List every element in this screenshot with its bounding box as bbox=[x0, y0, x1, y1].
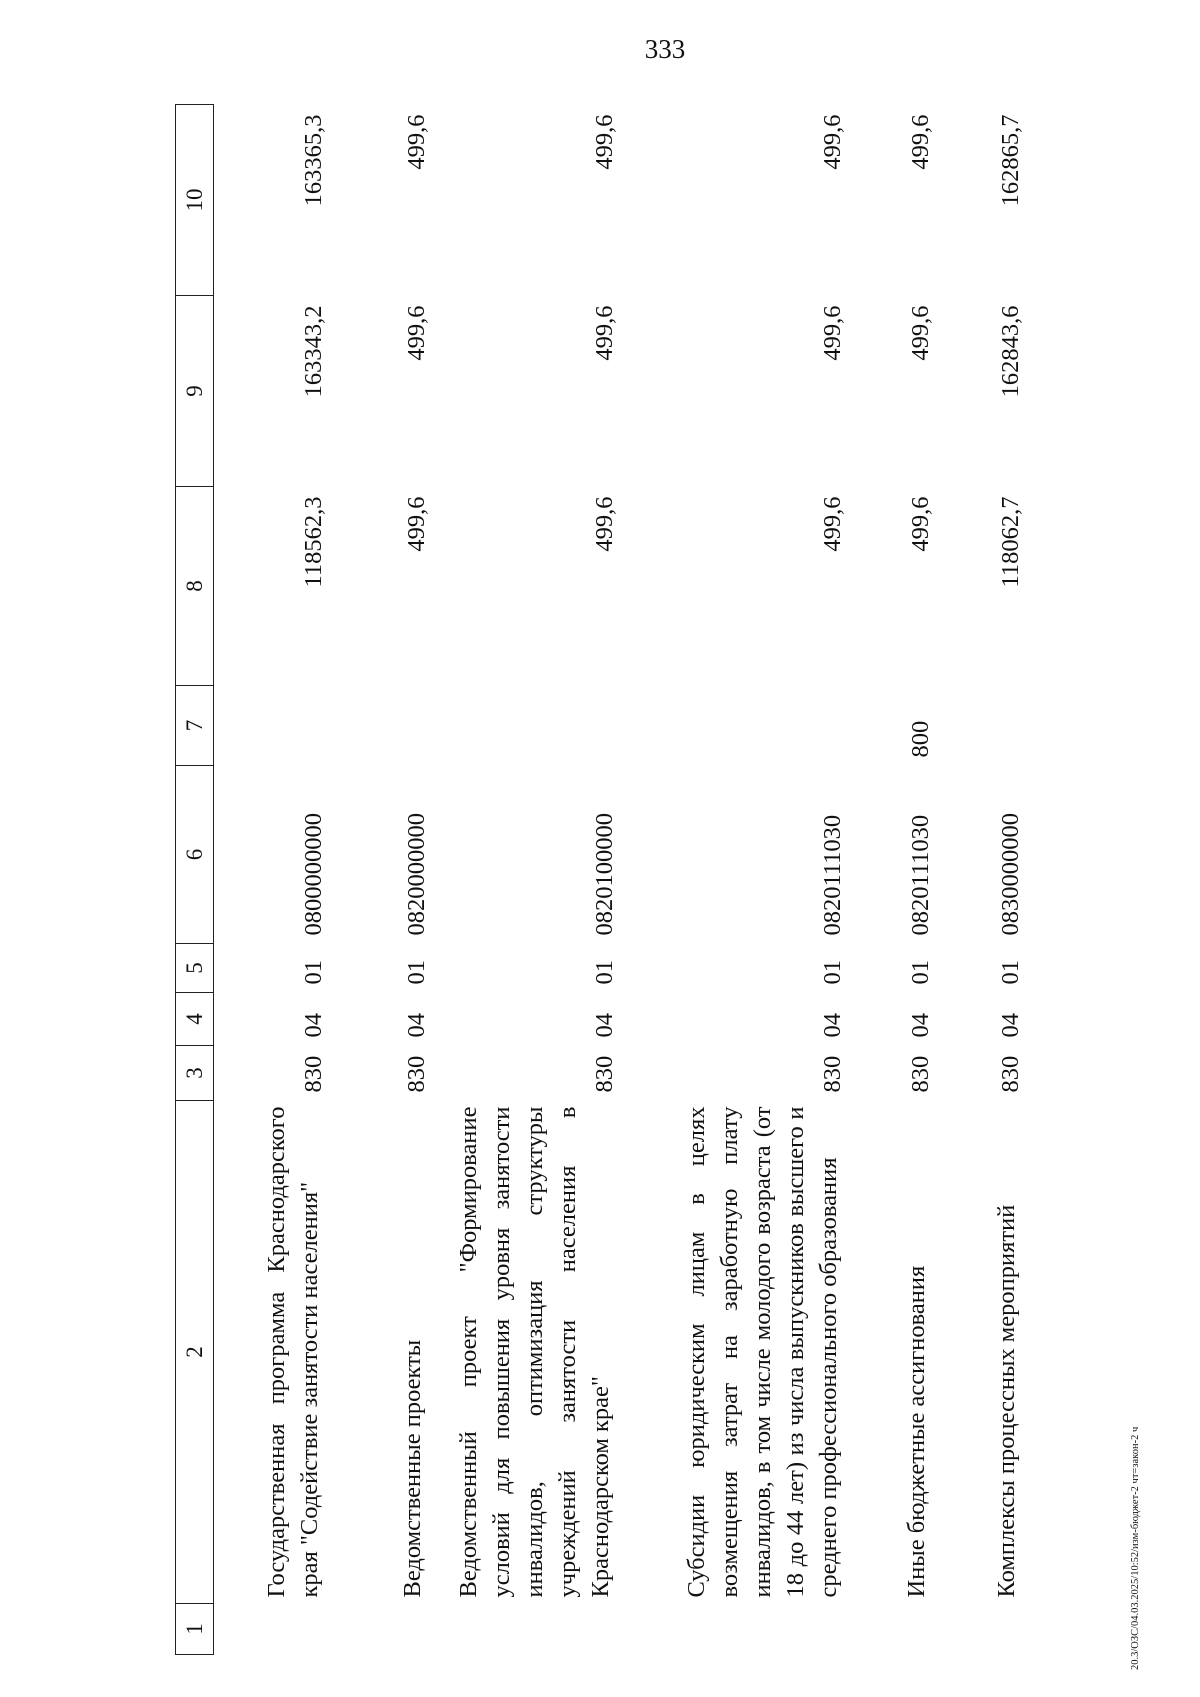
rotated-table-area bbox=[175, 105, 1065, 1655]
subsection-code: 01 bbox=[819, 960, 846, 985]
section-code: 04 bbox=[907, 1013, 934, 1038]
table-header-row bbox=[176, 105, 214, 1655]
row-number-cell bbox=[937, 1604, 1027, 1655]
amount-col10: 163365,3 bbox=[300, 114, 327, 207]
subsection-code: 01 bbox=[997, 960, 1024, 985]
admin-code: 830 bbox=[403, 1055, 430, 1093]
amount-col8: 499,6 bbox=[591, 496, 618, 552]
target-article-code: 0820100000 bbox=[591, 813, 618, 936]
table-row bbox=[849, 105, 937, 1655]
row-name: Иные бюджетные ассигнования bbox=[903, 1265, 930, 1598]
amount-col9: 499,6 bbox=[907, 305, 934, 361]
admin-code: 830 bbox=[907, 1055, 934, 1093]
column-header: 9 bbox=[176, 296, 214, 487]
table-row bbox=[330, 105, 433, 1655]
column-header: 4 bbox=[176, 993, 214, 1046]
budget-table bbox=[175, 104, 1027, 1655]
subsection-code: 01 bbox=[300, 960, 327, 985]
table-row bbox=[433, 105, 621, 1655]
column-header: 6 bbox=[176, 766, 214, 944]
row-number-cell bbox=[214, 1604, 331, 1655]
expense-type-code bbox=[214, 686, 331, 766]
row-number-cell bbox=[433, 1604, 621, 1655]
amount-col9: 162843,6 bbox=[997, 305, 1024, 398]
subsection-code: 01 bbox=[403, 960, 430, 985]
page-number: 333 bbox=[644, 34, 686, 64]
column-header: 10 bbox=[176, 105, 214, 296]
row-number-cell bbox=[330, 1604, 433, 1655]
target-article-code: 0820111030 bbox=[907, 814, 934, 936]
subsection-code: 01 bbox=[591, 960, 618, 985]
amount-col10: 499,6 bbox=[819, 114, 846, 170]
row-name: Ведомственные проекты bbox=[399, 1339, 426, 1598]
column-header: 5 bbox=[176, 944, 214, 993]
column-header: 8 bbox=[176, 487, 214, 686]
target-article-code: 0820111030 bbox=[819, 814, 846, 936]
admin-code: 830 bbox=[819, 1055, 846, 1093]
table-row bbox=[621, 105, 849, 1655]
column-header: 2 bbox=[176, 1101, 214, 1604]
amount-col8: 118562,3 bbox=[300, 496, 327, 588]
document-footer-code: 20.3/ОЗС/04.03.2025/10:52/изм-бюджет-2 чт=закон-2 ч bbox=[1130, 1426, 1141, 1670]
target-article-code: 0800000000 bbox=[300, 813, 327, 936]
subsection-code: 01 bbox=[907, 960, 934, 985]
amount-col10: 499,6 bbox=[591, 114, 618, 170]
section-code: 04 bbox=[819, 1013, 846, 1038]
target-article-code: 0830000000 bbox=[997, 813, 1024, 936]
admin-code: 830 bbox=[591, 1055, 618, 1093]
amount-col8: 499,6 bbox=[819, 496, 846, 552]
column-header: 3 bbox=[176, 1046, 214, 1101]
admin-code: 830 bbox=[997, 1055, 1024, 1093]
expense-type-code bbox=[937, 686, 1027, 766]
column-header: 1 bbox=[176, 1604, 214, 1655]
amount-col8: 118062,7 bbox=[997, 496, 1024, 588]
amount-col10: 162865,7 bbox=[997, 114, 1024, 207]
row-name: Комплексы процессных мероприятий bbox=[993, 1204, 1020, 1598]
expense-type-code bbox=[433, 686, 621, 766]
amount-col8: 499,6 bbox=[403, 496, 430, 552]
amount-col8: 499,6 bbox=[907, 496, 934, 552]
table-row bbox=[937, 105, 1027, 1655]
row-number-cell bbox=[621, 1604, 849, 1655]
section-code: 04 bbox=[300, 1013, 327, 1038]
amount-col9: 499,6 bbox=[403, 305, 430, 361]
target-article-code: 0820000000 bbox=[403, 813, 430, 936]
expense-type-code: 800 bbox=[907, 720, 934, 758]
row-name: Государственная программа Краснодарского края "Содействие занятости населения" bbox=[263, 1106, 323, 1598]
amount-col9: 499,6 bbox=[591, 305, 618, 361]
expense-type-code bbox=[330, 686, 433, 766]
expense-type-code bbox=[621, 686, 849, 766]
amount-col9: 163343,2 bbox=[300, 305, 327, 398]
amount-col9: 499,6 bbox=[819, 305, 846, 361]
row-number-cell bbox=[849, 1604, 937, 1655]
section-code: 04 bbox=[403, 1013, 430, 1038]
section-code: 04 bbox=[997, 1013, 1024, 1038]
row-name: Субсидии юридическим лицам в целях возмещения затрат на заработную плату инвалидов, в том числе молодого возраста (от 18 до 44 лет) из числа выпускников высшего и среднего профессионального образования bbox=[683, 1106, 842, 1598]
table-row bbox=[214, 105, 331, 1655]
row-name: Ведомственный проект "Формирование условий для повышения уровня занятости инвалидов, оптимизация структуры учреждений занятости населения в Краснодарском крае" bbox=[455, 1106, 614, 1598]
amount-col10: 499,6 bbox=[403, 114, 430, 170]
column-header: 7 bbox=[176, 686, 214, 766]
admin-code: 830 bbox=[300, 1055, 327, 1093]
amount-col10: 499,6 bbox=[907, 114, 934, 170]
section-code: 04 bbox=[591, 1013, 618, 1038]
